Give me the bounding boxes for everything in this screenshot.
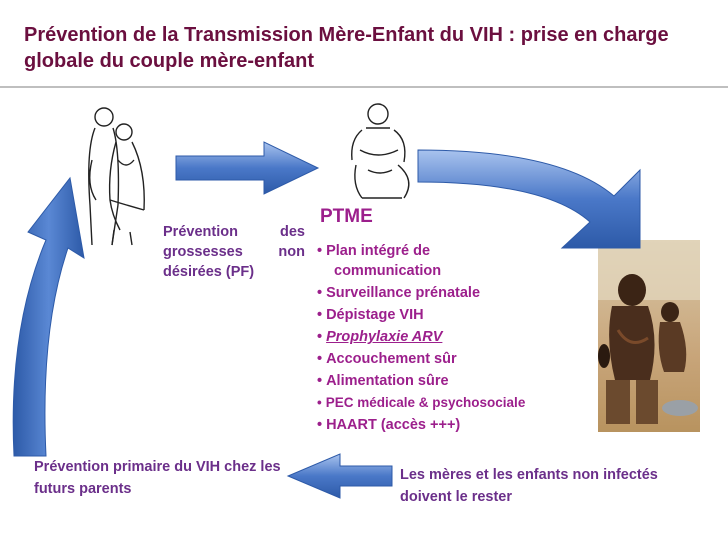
mothers-children-text: Les mères et les enfants non infectés doivent le rester [400, 467, 658, 505]
page-title: Prévention de la Transmission Mère-Enfant du VIH : prise en charge globale du couple mère-enfant [24, 24, 669, 72]
list-item: • HAART (accès +++) [317, 417, 461, 433]
arrow-right-top [176, 142, 318, 194]
pregnant-woman-sketch [336, 96, 412, 202]
list-item: • Dépistage VIH [317, 307, 424, 323]
arrow-curve-up-left [13, 178, 84, 456]
couple-sketch-illustration [80, 100, 154, 250]
primary-prevention-text: Prévention primaire du VIH chez les futurs parents [34, 459, 281, 497]
arrow-curve-down-right [418, 150, 640, 248]
list-item: • Surveillance prénatale [317, 285, 481, 301]
family-planning-prevention-text: Prévention des grossesses non désirées (PF) [163, 224, 305, 280]
list-item: • Prophylaxie ARV [317, 329, 443, 345]
list-item: communication [334, 263, 442, 279]
list-item: • Plan intégré de [317, 243, 431, 259]
list-item: • Accouchement sûr [317, 351, 457, 367]
list-item: • PEC médicale & psychosociale [317, 395, 526, 410]
ptme-intervention-list [317, 240, 525, 436]
mother-child-photo [598, 240, 700, 432]
ptme-heading: PTME [320, 206, 373, 227]
list-item: • Alimentation sûre [317, 373, 449, 389]
